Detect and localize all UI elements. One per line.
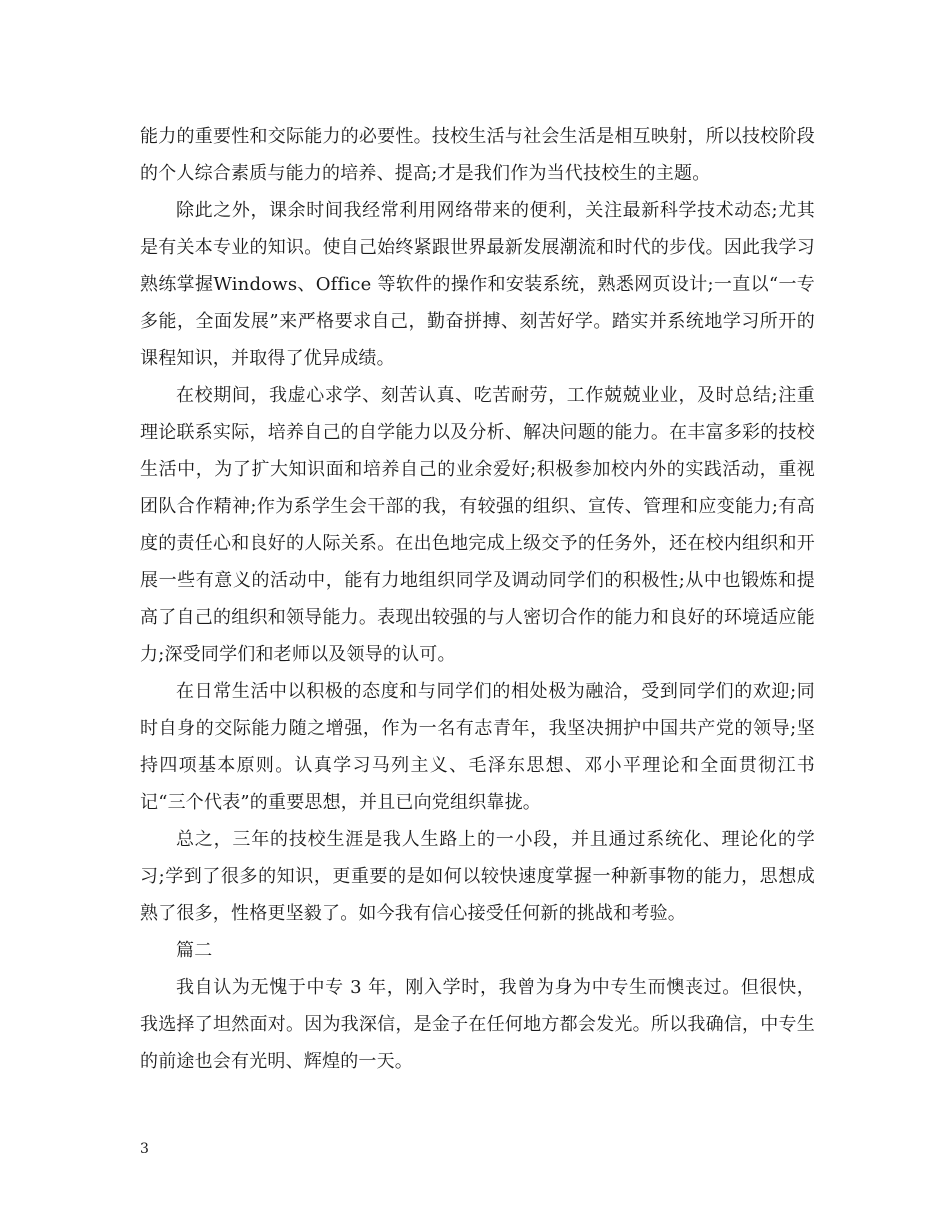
paragraph-school-period: 在校期间，我虚心求学、刻苦认真、吃苦耐劳，工作兢兢业业，及时总结;注重理论联系实际，培养自己的自学能力以及分析、解决问题的能力。在丰富多彩的技校生活中，为了扩大知识面和培养自己的业余爱好;积极参加校内外的实践活动，重视团队合作精神;作为系学生会干部的我，有较强的组织、宣传、管理和应变能力;有高度的责任心和良好的人际关系。在出色地完成上级交予的任务外，还在校内组织和开展一些有意义的活动中，能有力地组织同学及调动同学们的积极性;从中也锻炼和提高了自己的组织和领导能力。表现出较强的与人密切合作的能力和良好的环境适应能力;深受同学们和老师以及领导的认可。 [140, 385, 815, 665]
paragraph-online-learning: 除此之外，课余时间我经常利用网络带来的便利，关注最新科学技术动态;尤其是有关本专业的知识。使自己始终紧跟世界最新发展潮流和时代的步伐。因此我学习熟练掌握Windows、Office 等软件的操作和安装系统，熟悉网页设计;一直以“一专多能，全面发展”来严格要求自己，勤奋拼搏、刻苦好学。踏实并系统地学习所开的课程知识，并取得了优异成绩。 [140, 200, 815, 369]
paragraph-continued: 能力的重要性和交际能力的必要性。技校生活与社会生活是相互映射，所以技校阶段的个人综合素质与能力的培养、提高;才是我们作为当代技校生的主题。 [140, 126, 815, 184]
document-body [140, 118, 815, 1080]
section-heading-part-two: 篇二 [176, 940, 213, 961]
paragraph-daily-life: 在日常生活中以积极的态度和与同学们的相处极为融洽，受到同学们的欢迎;同时自身的交际能力随之增强，作为一名有志青年，我坚决拥护中国共产党的领导;坚持四项基本原则。认真学习马列主义、毛泽东思想、邓小平理论和全面贯彻江书记“三个代表”的重要思想，并且已向党组织靠拢。 [140, 681, 815, 813]
page-number: 3 [140, 1141, 149, 1157]
paragraph-conclusion: 总之，三年的技校生涯是我人生路上的一小段，并且通过系统化、理论化的学习;学到了很多的知识，更重要的是如何以较快速度掌握一种新事物的能力，思想成熟了很多，性格更坚毅了。如今我有信心接受任何新的挑战和考验。 [140, 829, 815, 924]
paragraph-part-two-intro: 我自认为无愧于中专 3 年，刚入学时，我曾为身为中专生而懊丧过。但很快，我选择了坦然面对。因为我深信，是金子在任何地方都会发光。所以我确信，中专生的前途也会有光明、辉煌的一天。 [140, 977, 815, 1072]
